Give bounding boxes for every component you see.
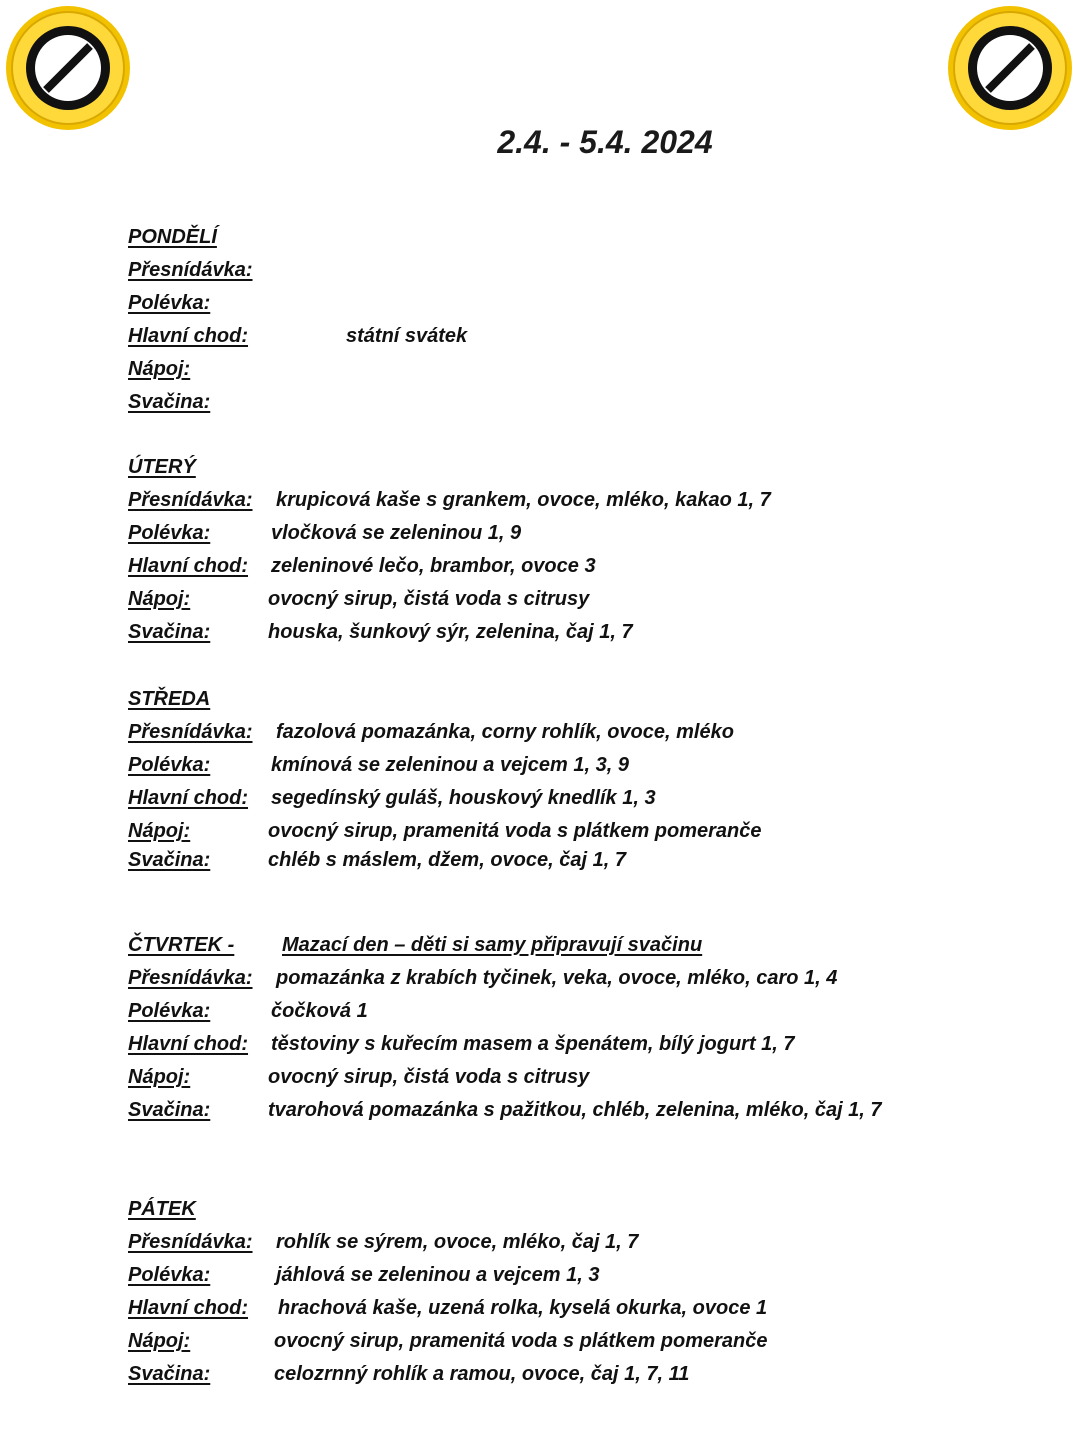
row-value: hrachová kaše, uzená rolka, kyselá okurka, ovoce 1 (278, 1297, 768, 1319)
day-block-friday (128, 1198, 1048, 1396)
menu-row (128, 1264, 1048, 1297)
menu-row (128, 1297, 1048, 1330)
menu-row (128, 820, 1048, 849)
row-label: Polévka: (128, 754, 211, 776)
row-value: krupicová kaše s grankem, ovoce, mléko, kakao 1, 7 (276, 489, 771, 511)
row-value: jáhlová se zeleninou a vejcem 1, 3 (276, 1264, 600, 1286)
row-label: Svačina: (128, 1363, 211, 1385)
row-label: Hlavní chod: (128, 1297, 249, 1319)
row-label: Přesnídávka: (128, 1231, 253, 1253)
stamp-icon (946, 4, 1074, 132)
day-subtitle: Mazací den – děti si samy připravují svačinu (282, 934, 703, 956)
row-label: Polévka: (128, 292, 211, 314)
menu-row (128, 292, 1048, 325)
menu-row (128, 522, 1048, 555)
row-label: Hlavní chod: (128, 555, 249, 577)
row-label: Svačina: (128, 621, 211, 643)
menu-row (128, 1231, 1048, 1264)
row-value: státní svátek (346, 325, 468, 347)
document-title: 2.4. - 5.4. 2024 (497, 124, 713, 160)
row-value: čočková 1 (271, 1000, 368, 1022)
day-block-monday (128, 226, 1048, 424)
stamp-icon (4, 4, 132, 132)
day-block-thursday (128, 934, 1048, 1132)
row-value: pomazánka z krabích tyčinek, veka, ovoce, mléko, caro 1, 4 (276, 967, 838, 989)
pdf-xchange-stamp-right[interactable] (946, 4, 1074, 132)
row-value: houska, šunkový sýr, zelenina, čaj 1, 7 (268, 621, 633, 643)
row-label: Nápoj: (128, 1330, 191, 1352)
row-label: Přesnídávka: (128, 721, 253, 743)
menu-row (128, 787, 1048, 820)
row-value: chléb s máslem, džem, ovoce, čaj 1, 7 (268, 849, 626, 871)
menu-row (128, 489, 1048, 522)
menu-row (128, 754, 1048, 787)
day-name: ÚTERÝ (128, 456, 196, 478)
row-value: fazolová pomazánka, corny rohlík, ovoce, mléko (276, 721, 734, 743)
row-value: celozrnný rohlík a ramou, ovoce, čaj 1, 7, 11 (274, 1363, 690, 1385)
row-label: Nápoj: (128, 820, 191, 842)
row-label: Polévka: (128, 1000, 211, 1022)
row-value: ovocný sirup, čistá voda s citrusy (268, 588, 590, 610)
menu-row (128, 721, 1048, 754)
row-value: tvarohová pomazánka s pažitkou, chléb, zelenina, mléko, čaj 1, 7 (268, 1099, 882, 1121)
row-label: Nápoj: (128, 588, 191, 610)
menu-row (128, 1330, 1048, 1363)
row-label: Nápoj: (128, 1066, 191, 1088)
menu-row (128, 391, 1048, 424)
row-value: ovocný sirup, čistá voda s citrusy (268, 1066, 590, 1088)
row-label: Polévka: (128, 522, 211, 544)
pdf-xchange-stamp-left[interactable] (4, 4, 132, 132)
menu-row (128, 1099, 1048, 1132)
menu-row (128, 1033, 1048, 1066)
row-label: Hlavní chod: (128, 1033, 249, 1055)
row-value: ovocný sirup, pramenitá voda s plátkem pomeranče (274, 1330, 768, 1352)
row-label: Polévka: (128, 1264, 211, 1286)
row-value: vločková se zeleninou 1, 9 (271, 522, 522, 544)
menu-row (128, 555, 1048, 588)
menu-row (128, 1363, 1048, 1396)
menu-row (128, 358, 1048, 391)
row-value: rohlík se sýrem, ovoce, mléko, čaj 1, 7 (276, 1231, 639, 1253)
day-name: PONDĚLÍ (128, 226, 217, 248)
menu-row (128, 588, 1048, 621)
row-label: Nápoj: (128, 358, 191, 380)
day-name: ČTVRTEK - (128, 934, 235, 956)
row-label: Přesnídávka: (128, 259, 253, 281)
menu-row (128, 1000, 1048, 1033)
menu-row (128, 325, 1048, 358)
row-value: ovocný sirup, pramenitá voda s plátkem pomeranče (268, 820, 762, 842)
row-label: Hlavní chod: (128, 325, 249, 347)
day-block-wednesday (128, 688, 1048, 882)
menu-row (128, 621, 1048, 654)
menu-row (128, 967, 1048, 1000)
day-name: STŘEDA (128, 688, 211, 710)
row-value: kmínová se zeleninou a vejcem 1, 3, 9 (271, 754, 629, 776)
row-label: Svačina: (128, 1099, 211, 1121)
row-value: těstoviny s kuřecím masem a špenátem, bílý jogurt 1, 7 (271, 1033, 795, 1055)
row-label: Přesnídávka: (128, 489, 253, 511)
menu-row (128, 849, 1048, 882)
day-name: PÁTEK (128, 1198, 196, 1220)
row-label: Svačina: (128, 849, 211, 871)
row-value: segedínský guláš, houskový knedlík 1, 3 (271, 787, 656, 809)
row-value: zeleninové lečo, brambor, ovoce 3 (271, 555, 596, 577)
row-label: Svačina: (128, 391, 211, 413)
menu-row (128, 259, 1048, 292)
row-label: Přesnídávka: (128, 967, 253, 989)
row-label: Hlavní chod: (128, 787, 249, 809)
day-block-tuesday (128, 456, 1048, 654)
menu-row (128, 1066, 1048, 1099)
